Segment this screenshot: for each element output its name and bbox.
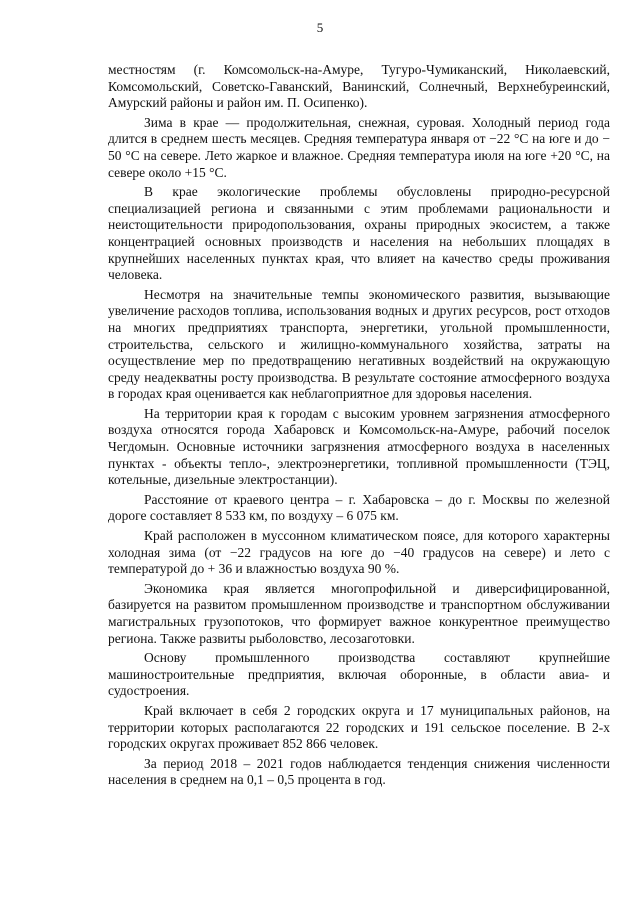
paragraph-districts-continued: местностям (г. Комсомольск-на-Амуре, Тугуро-Чумиканский, Николаевский, Комсомольский, Советско-Гаванский, Ванинский, Солнечный, Верхнебуреинский, Амурский районы и район им. П. Осипенко).: [108, 62, 610, 111]
paragraph-economy: Экономика края является многопрофильной и диверсифицированной, базируется на развитом промышленном производстве и транспортном обслуживании магистральных грузопотоков, что формирует важное конкурентное преимущество региона. Также развиты рыболовство, лесозаготовки.: [108, 580, 610, 646]
paragraph-winter-climate: Зима в крае — продолжительная, снежная, суровая. Холодный период года длится в среднем шесть месяцев. Средняя температура января от −22 °С на юге и до − 50 °С на севере. Лето жаркое и влажное. Средняя температура июля на юге +20 °С, на севере около +15 °С.: [108, 114, 610, 180]
paragraph-ecological-problems: В крае экологические проблемы обусловлены природно-ресурсной специализацией региона и связанными с этим проблемами рациональности и неистощительности природопользования, охраны природных экосистем, а также концентрацией основных производств и населения на небольших площадях в крупнейших населенных пунктах края, что влияет на качество среды проживания человека.: [108, 184, 610, 283]
paragraph-population-trend: За период 2018 – 2021 годов наблюдается тенденция снижения численности населения в среднем на 0,1 – 0,5 процента в год.: [108, 755, 610, 788]
paragraph-municipalities: Край включает в себя 2 городских округа и 17 муниципальных районов, на территории которых располагаются 22 городских и 191 сельское поселение. В 2-х городских округах проживает 852 866 человек.: [108, 702, 610, 752]
paragraph-monsoon-climate: Край расположен в муссонном климатическом поясе, для которого характерны холодная зима (от −22 градусов на юге до −40 градусов на севере) и лето с температурой до + 36 и влажностью воздуха 90 %.: [108, 528, 610, 577]
paragraph-economic-development: Несмотря на значительные темпы экономического развития, вызывающие увеличение расходов топлива, использования водных и других ресурсов, рост отходов на многих предприятиях транспорта, энергетики, угольной промышленности, строительства, сельского и жилищно-коммунального хозяйства, затраты на осуществление мер по предотвращению негативных воздействий на окружающую среду неадекватны росту производства. В результате состояние атмосферного воздуха в городах края оценивается как неблагоприятное для здоровья населения.: [108, 286, 610, 402]
paragraph-distance-to-moscow: Расстояние от краевого центра – г. Хабаровска – до г. Москвы по железной дороге составляет 8 533 км, по воздуху – 6 075 км.: [108, 491, 610, 524]
document-body: [108, 62, 610, 792]
paragraph-industry: Основу промышленного производства составляют крупнейшие машиностроительные предприятия, включая оборонные, в области авиа- и судостроения.: [108, 650, 610, 699]
page-number: 5: [316, 20, 324, 35]
paragraph-air-pollution: На территории края к городам с высоким уровнем загрязнения атмосферного воздуха относятся города Хабаровск и Комсомольск-на-Амуре, рабочий поселок Чегдомын. Основные источники загрязнения атмосферного воздуха в населенных пунктах - объекты тепло-, электроэнергетики, топливной промышленности (ТЭЦ, котельные, дизельные электростанции).: [108, 405, 610, 488]
